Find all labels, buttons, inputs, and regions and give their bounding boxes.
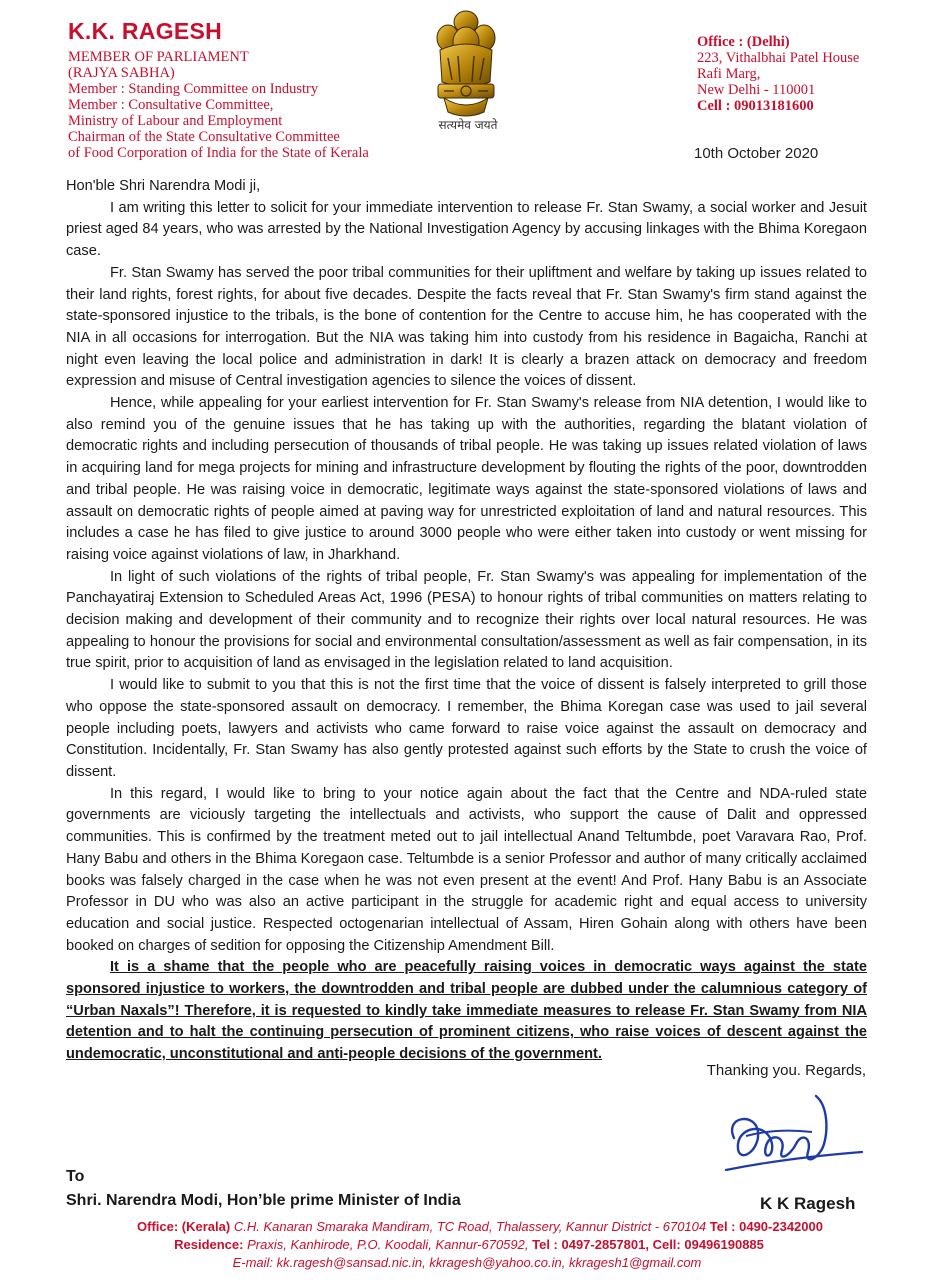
letterhead-line: MEMBER OF PARLIAMENT (68, 49, 249, 65)
letterhead-line: Member : Consultative Committee, (68, 97, 274, 113)
closing: Thanking you. Regards, (706, 1062, 866, 1079)
footer-office-tel: Tel : 0490-2342000 (709, 1219, 823, 1234)
paragraph: In this regard, I would like to bring to your notice again about the fact that the Centre and NDA-ruled state governments are viciously targeting the intellectuals and activists, who support the cause of Dalit and oppressed communities. This is confirmed by the treatment meted out to jail intellectual Anand Teltumbde, poet Varavara Rao, Prof. Hany Babu and others in the Bhima Koregaon case. Teltumbde is a senior Professor and author of many critically acclaimed books was falsely charged in the case when he was not even present at the event! And Prof. Hany Babu is an Associate Professor in DU who was also an active participant in the struggle for academic right and equal access to university education and social justice. Respected octogenarian intellectual of Assam, Hiren Gohain along with others have been booked on charges of sedition for opposing the Citizenship Amendment Bill. (66, 785, 867, 954)
letter-date: 10th October 2020 (694, 145, 819, 162)
signer-name: K K Ragesh (760, 1194, 856, 1213)
office-cell: Cell : 09013181600 (697, 98, 814, 114)
footer-office-label: Office: (Kerala) (137, 1219, 231, 1234)
paragraph: I would like to submit to you that this is not the first time that the voice of dissent is falsely interpreted to grill those who oppose the state-sponsored assault on democracy. I remember, the Bhima Koregan case was used to jail several people including poets, lawyers and activists who came forward to raise voice against the assault on democracy and Constitution. Incidentally, Fr. Stan Swamy has also gently protested against such efforts by the State to crush the voice of dissent. (66, 677, 867, 780)
signature-image (716, 1086, 866, 1186)
letterhead-line: Member : Standing Committee on Industry (68, 81, 319, 97)
letterhead-line: Ministry of Labour and Employment (68, 113, 283, 129)
letterhead-line: (RAJYA SABHA) (68, 65, 175, 81)
office-address-line: New Delhi - 110001 (697, 82, 816, 98)
paragraph: Hence, while appealing for your earliest intervention for Fr. Stan Swamy's release from NIA detention, I would like to also remind you of the genuine issues that he has taking up with the authorities, regarding the blatant violation of democratic rights and including persecution of thousands of tribal people. He was taking up issues related violation of laws in acquiring land for mega projects for mining and infrastructure development by flouting the rights of the poor, downtrodden and tribal people. He was raising voice in democratic, legitimate ways against the state-sponsored violations of laws and assault on democratic rights of people aimed at paving way for unrestricted exploitation of land and natural resources. This includes a case he has filed to give justice to around 3000 people who were either taken into custody or went missing for raising voice against violations of law, in Jharkhand. (66, 395, 867, 563)
recipient-label: To (66, 1168, 85, 1185)
footer-residence-address: Praxis, Kanhirode, P.O. Koodali, Kannur-670592, (247, 1237, 529, 1252)
recipient-name: Shri. Narendra Modi, Hon’ble prime Minister of India (66, 1192, 461, 1209)
footer-residence-cell: Cell: 09496190885 (652, 1237, 764, 1252)
footer-residence-label: Residence: (174, 1237, 244, 1252)
office-address-line: 223, Vithalbhai Patel House (697, 50, 860, 66)
sender-name: K.K. RAGESH (68, 18, 223, 44)
letterhead-line: Chairman of the State Consultative Committee (68, 129, 340, 145)
emblem-motto: सत्यमेव जयते (438, 118, 498, 132)
salutation: Hon'ble Shri Narendra Modi ji, (66, 178, 261, 194)
footer-residence-tel: Tel : 0497-2857801, (532, 1237, 649, 1252)
letterhead-office (697, 34, 927, 114)
letterhead-left (68, 18, 428, 161)
paragraph: In light of such violations of the rights of tribal people, Fr. Stan Swamy's was appealing for implementation of the Panchayatiraj Extension to Scheduled Areas Act, 1996 (PESA) to honour rights of tribal communities on matters relating to decision making and development of their community and to recognize their rights over local natural resources. He was appealing to honour the provisions for social and environmental consultation/assessment as well as fair compensation, in its true spirit, prior to acquisition of land as envisaged in the legislation related to land acquisition. (66, 568, 867, 672)
footer-office-address: C.H. Kanaran Smaraka Mandiram, TC Road, Thalassery, Kannur District - 670104 (233, 1219, 707, 1234)
paragraph: I am writing this letter to solicit for your immediate intervention to release Fr. Stan Swamy, a social worker and Jesuit priest aged 84 years, who was arrested by the National Investigation Agency by accusing linkages with the Bhima Koregaon case. (66, 199, 867, 260)
footer-office-line (0, 1218, 934, 1236)
letterhead-line: of Food Corporation of India for the State of Kerala (68, 145, 369, 161)
footer-residence-line (0, 1236, 934, 1254)
paragraph: Fr. Stan Swamy has served the poor tribal communities for their upliftment and welfare by taking up issues related to their land rights, forest rights, for about five decades. Despite the facts reveal that Fr. Stan Swamy's firm stand against the state-sponsored injustice to the tribals, is the bone of contention for the Centre to accuse him, he has cooperated with the NIA in all occasions for interrogation. But the NIA was taking him into custody from his residence in Bagaicha, Ranchi at night even leaving the local police and administration in dark! It is clearly a brazen attack on democracy and freedom expression and misuse of Central investigation agencies to silence the voices of dissent. (66, 264, 867, 390)
office-label: Office : (Delhi) (697, 34, 790, 50)
office-address-line: Rafi Marg, (697, 66, 761, 82)
footer-email-line: E-mail: kk.ragesh@sansad.nic.in, kkragesh@yahoo.co.in, kkragesh1@gmail.com (232, 1255, 702, 1270)
emphasis-paragraph: It is a shame that the people who are peacefully raising voices in democratic ways against the state sponsored injustice to workers, the downtrodden and tribal people are dubbed under the calumnious category of “Urban Naxals”! Therefore, it is requested to kindly take immediate measures to release Fr. Stan Swamy from NIA detention and to halt the continuing persecution of prominent citizens, who raise voices of descent against the undemocratic, unconstitutional and anti-people decisions of the government. (66, 959, 867, 1063)
letter-footer (0, 1218, 934, 1272)
letter-body (66, 176, 867, 1066)
